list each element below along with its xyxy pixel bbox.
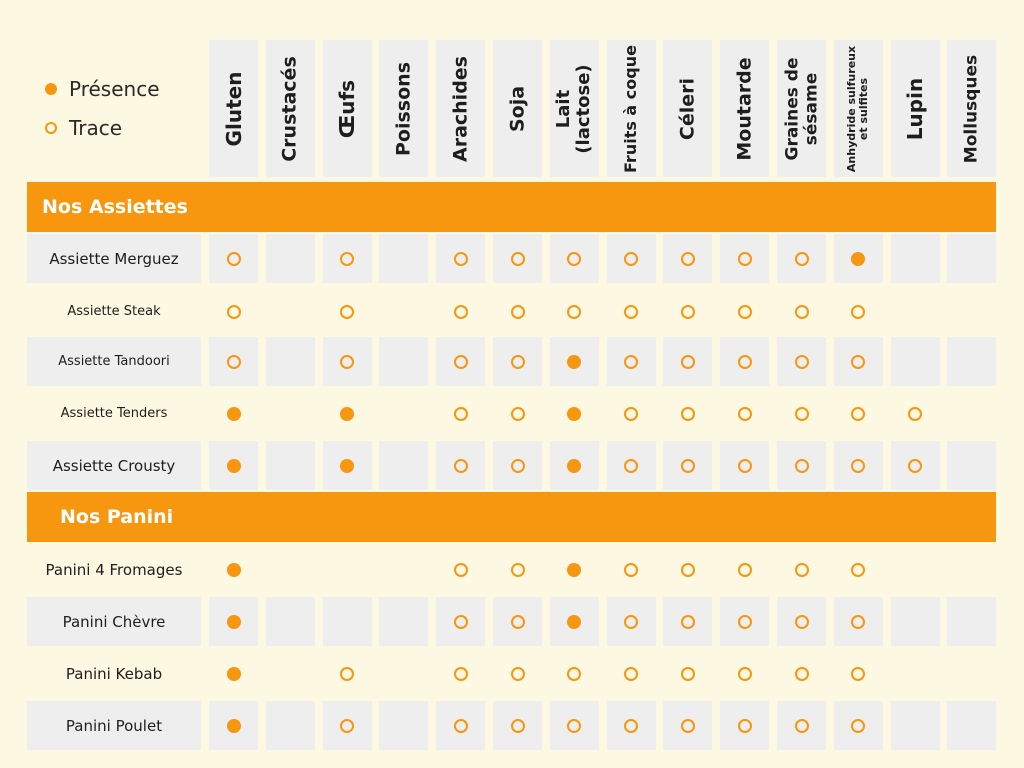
row-label: Panini Chèvre <box>27 597 201 646</box>
table-cell <box>379 389 428 438</box>
trace-ring-icon <box>681 563 695 577</box>
table-cell <box>550 287 599 336</box>
table-cell <box>720 389 769 438</box>
column-header-label: Lupin <box>903 77 928 140</box>
column-header <box>550 40 599 177</box>
table-cell <box>720 234 769 283</box>
presence-dot-icon <box>851 252 865 266</box>
column-header <box>947 40 996 177</box>
column-header <box>493 40 542 177</box>
table-cell <box>891 701 940 750</box>
presence-dot-icon <box>227 459 241 473</box>
table-cell <box>663 389 712 438</box>
table-cell <box>607 597 656 646</box>
table-cell <box>436 389 485 438</box>
table-cell <box>607 234 656 283</box>
trace-ring-icon <box>340 305 354 319</box>
trace-ring-icon <box>795 459 809 473</box>
table-cell <box>323 545 372 594</box>
legend-trace <box>45 116 122 140</box>
trace-ring-icon <box>511 355 525 369</box>
row-label: Panini 4 Fromages <box>45 560 183 579</box>
table-cell <box>379 441 428 490</box>
table-cell <box>777 287 826 336</box>
table-cell <box>209 545 258 594</box>
trace-ring-icon <box>851 407 865 421</box>
table-cell <box>607 701 656 750</box>
column-header-label: Crustacés <box>278 55 301 162</box>
table-cell <box>266 234 315 283</box>
column-header-label: Gluten <box>221 71 246 146</box>
presence-dot-icon <box>227 719 241 733</box>
trace-ring-icon <box>454 252 468 266</box>
table-cell <box>777 649 826 698</box>
trace-ring-icon <box>340 667 354 681</box>
table-cell <box>947 441 996 490</box>
trace-ring-icon <box>454 563 468 577</box>
column-header <box>323 40 372 177</box>
table-cell <box>493 337 542 386</box>
table-cell <box>379 701 428 750</box>
table-cell <box>607 337 656 386</box>
table-cell <box>209 337 258 386</box>
table-cell <box>436 287 485 336</box>
column-header <box>777 40 826 177</box>
table-cell <box>493 649 542 698</box>
row-label: Panini Kebab <box>65 664 163 683</box>
trace-ring-icon <box>511 407 525 421</box>
presence-dot-icon <box>567 355 581 369</box>
legend-trace-label: Trace <box>69 116 123 140</box>
trace-ring-icon <box>227 355 241 369</box>
column-header-label: Graines de sésame <box>781 56 821 161</box>
table-cell <box>323 287 372 336</box>
presence-dot-icon <box>567 563 581 577</box>
table-cell <box>947 545 996 594</box>
presence-dot-icon <box>227 407 241 421</box>
trace-ring-icon <box>624 563 638 577</box>
trace-ring-icon <box>511 719 525 733</box>
table-cell <box>379 337 428 386</box>
trace-ring-icon <box>795 252 809 266</box>
table-cell <box>436 545 485 594</box>
trace-ring-icon <box>227 252 241 266</box>
table-cell <box>266 701 315 750</box>
table-cell <box>436 441 485 490</box>
table-cell <box>607 287 656 336</box>
trace-ring-icon <box>851 355 865 369</box>
table-cell <box>891 545 940 594</box>
presence-dot-icon <box>567 407 581 421</box>
table-cell <box>379 287 428 336</box>
column-header <box>663 40 712 177</box>
table-cell <box>777 441 826 490</box>
trace-ring-icon <box>681 667 695 681</box>
trace-ring-icon <box>624 355 638 369</box>
trace-ring-icon <box>624 407 638 421</box>
table-cell <box>891 234 940 283</box>
trace-ring-icon <box>795 615 809 629</box>
trace-ring-icon <box>624 252 638 266</box>
table-cell <box>550 389 599 438</box>
table-cell <box>834 287 883 336</box>
column-header-label: Céleri <box>676 77 699 140</box>
trace-ring-icon <box>738 563 752 577</box>
table-cell <box>891 649 940 698</box>
trace-ring-icon <box>340 355 354 369</box>
table-cell <box>720 545 769 594</box>
legend-presence-label: Présence <box>69 77 160 101</box>
table-cell <box>720 597 769 646</box>
table-cell <box>266 287 315 336</box>
column-header <box>266 40 315 177</box>
trace-ring-icon <box>340 252 354 266</box>
row-label: Assiette Merguez <box>27 234 201 283</box>
trace-ring-icon <box>795 667 809 681</box>
table-cell <box>777 701 826 750</box>
trace-ring-icon <box>738 667 752 681</box>
trace-ring-icon <box>738 252 752 266</box>
table-cell <box>947 649 996 698</box>
table-cell <box>663 234 712 283</box>
trace-ring-icon <box>908 407 922 421</box>
table-cell <box>663 649 712 698</box>
section-title: Nos Panini <box>60 506 174 528</box>
table-cell <box>550 701 599 750</box>
table-cell <box>209 649 258 698</box>
trace-ring-icon <box>795 355 809 369</box>
table-cell <box>493 234 542 283</box>
trace-ring-icon <box>567 252 581 266</box>
presence-dot-icon <box>340 459 354 473</box>
column-header <box>379 40 428 177</box>
table-cell <box>834 389 883 438</box>
table-cell <box>209 701 258 750</box>
trace-ring-icon <box>454 667 468 681</box>
table-cell <box>607 389 656 438</box>
trace-ring-icon <box>511 563 525 577</box>
trace-ring-icon <box>567 719 581 733</box>
table-cell <box>436 649 485 698</box>
table-cell <box>607 441 656 490</box>
column-header <box>209 40 258 177</box>
column-header-label: Moutarde <box>733 56 756 161</box>
trace-ring-icon <box>681 407 695 421</box>
trace-ring-icon <box>454 615 468 629</box>
column-header <box>891 40 940 177</box>
trace-ring-icon <box>454 459 468 473</box>
table-cell <box>550 234 599 283</box>
table-cell <box>550 597 599 646</box>
trace-ring-icon <box>227 305 241 319</box>
table-cell <box>493 441 542 490</box>
trace-ring-icon <box>681 305 695 319</box>
table-cell <box>663 441 712 490</box>
trace-ring-icon <box>738 407 752 421</box>
trace-ring-icon <box>454 355 468 369</box>
trace-ring-icon <box>681 719 695 733</box>
section-title: Nos Assiettes <box>42 196 188 218</box>
presence-dot-icon <box>567 615 581 629</box>
trace-ring-icon <box>511 615 525 629</box>
presence-dot-icon <box>567 459 581 473</box>
table-cell <box>323 234 372 283</box>
table-cell <box>947 701 996 750</box>
table-cell <box>493 597 542 646</box>
table-cell <box>436 337 485 386</box>
row-label: Assiette Tenders <box>60 406 168 421</box>
table-cell <box>209 234 258 283</box>
table-cell <box>947 389 996 438</box>
presence-dot-icon <box>340 407 354 421</box>
table-cell <box>891 337 940 386</box>
trace-ring-icon <box>511 305 525 319</box>
table-cell <box>720 441 769 490</box>
column-header-label: Lait (lactose) <box>553 63 595 154</box>
trace-ring-icon <box>567 667 581 681</box>
table-cell <box>266 649 315 698</box>
table-cell <box>834 545 883 594</box>
trace-ring-icon <box>511 459 525 473</box>
table-cell <box>323 337 372 386</box>
table-cell <box>266 337 315 386</box>
trace-ring-icon <box>454 305 468 319</box>
trace-ring-icon <box>795 407 809 421</box>
table-cell <box>947 597 996 646</box>
table-cell <box>493 545 542 594</box>
table-cell <box>379 649 428 698</box>
trace-ring-icon <box>795 563 809 577</box>
table-cell <box>436 234 485 283</box>
trace-ring-icon <box>851 563 865 577</box>
column-header-label: Œufs <box>335 79 360 138</box>
trace-ring-icon <box>795 719 809 733</box>
presence-dot-icon <box>227 615 241 629</box>
legend-presence <box>45 77 160 101</box>
column-header <box>436 40 485 177</box>
table-cell <box>891 597 940 646</box>
trace-ring-icon <box>738 615 752 629</box>
table-cell <box>777 389 826 438</box>
trace-ring-icon <box>45 122 57 134</box>
column-header <box>720 40 769 177</box>
table-cell <box>834 337 883 386</box>
trace-ring-icon <box>511 667 525 681</box>
table-cell <box>323 649 372 698</box>
table-cell <box>663 287 712 336</box>
trace-ring-icon <box>624 719 638 733</box>
table-cell <box>323 701 372 750</box>
table-cell <box>607 545 656 594</box>
table-cell <box>379 545 428 594</box>
table-cell <box>947 337 996 386</box>
table-cell <box>663 701 712 750</box>
table-cell <box>720 287 769 336</box>
table-cell <box>947 287 996 336</box>
table-cell <box>834 441 883 490</box>
table-cell <box>209 389 258 438</box>
trace-ring-icon <box>454 407 468 421</box>
table-cell <box>891 441 940 490</box>
table-cell <box>720 649 769 698</box>
table-cell <box>777 545 826 594</box>
table-cell <box>550 337 599 386</box>
table-cell <box>891 389 940 438</box>
table-cell <box>436 701 485 750</box>
column-header-label: Mollusques <box>961 54 982 163</box>
table-cell <box>209 441 258 490</box>
trace-ring-icon <box>851 615 865 629</box>
trace-ring-icon <box>738 305 752 319</box>
table-cell <box>323 597 372 646</box>
table-cell <box>777 597 826 646</box>
section-band <box>27 492 996 542</box>
table-cell <box>379 597 428 646</box>
trace-ring-icon <box>851 719 865 733</box>
column-header-label: Soja <box>506 85 529 132</box>
table-cell <box>777 234 826 283</box>
trace-ring-icon <box>795 305 809 319</box>
trace-ring-icon <box>738 459 752 473</box>
table-cell <box>663 337 712 386</box>
trace-ring-icon <box>567 305 581 319</box>
column-header-label: Anhydride sulfureux et sulfites <box>845 45 871 172</box>
trace-ring-icon <box>511 252 525 266</box>
trace-ring-icon <box>681 355 695 369</box>
trace-ring-icon <box>738 355 752 369</box>
table-cell <box>266 597 315 646</box>
table-cell <box>209 597 258 646</box>
trace-ring-icon <box>624 305 638 319</box>
trace-ring-icon <box>851 305 865 319</box>
table-cell <box>323 389 372 438</box>
table-cell <box>436 597 485 646</box>
row-label: Assiette Crousty <box>27 441 201 490</box>
table-cell <box>493 287 542 336</box>
table-cell <box>663 545 712 594</box>
column-header-label: Poissons <box>392 61 415 156</box>
column-header <box>834 40 883 177</box>
trace-ring-icon <box>851 459 865 473</box>
table-cell <box>209 287 258 336</box>
table-cell <box>550 649 599 698</box>
trace-ring-icon <box>454 719 468 733</box>
trace-ring-icon <box>738 719 752 733</box>
presence-dot-icon <box>227 667 241 681</box>
trace-ring-icon <box>624 459 638 473</box>
table-cell <box>550 441 599 490</box>
table-cell <box>891 287 940 336</box>
trace-ring-icon <box>624 615 638 629</box>
table-cell <box>493 701 542 750</box>
table-cell <box>720 701 769 750</box>
trace-ring-icon <box>851 667 865 681</box>
trace-ring-icon <box>681 252 695 266</box>
trace-ring-icon <box>681 615 695 629</box>
presence-dot-icon <box>45 83 57 95</box>
presence-dot-icon <box>227 563 241 577</box>
table-cell <box>834 649 883 698</box>
table-cell <box>834 234 883 283</box>
table-cell <box>777 337 826 386</box>
trace-ring-icon <box>340 719 354 733</box>
row-label: Assiette Steak <box>67 304 161 319</box>
table-cell <box>663 597 712 646</box>
section-band <box>27 182 996 232</box>
trace-ring-icon <box>624 667 638 681</box>
table-cell <box>266 389 315 438</box>
table-cell <box>493 389 542 438</box>
trace-ring-icon <box>908 459 922 473</box>
table-cell <box>266 441 315 490</box>
column-header <box>607 40 656 177</box>
table-cell <box>323 441 372 490</box>
row-label: Panini Poulet <box>27 701 201 750</box>
table-cell <box>834 597 883 646</box>
table-cell <box>947 234 996 283</box>
table-cell <box>550 545 599 594</box>
column-header-label: Fruits à coque <box>621 44 641 173</box>
table-cell <box>834 701 883 750</box>
trace-ring-icon <box>681 459 695 473</box>
row-label: Assiette Tandoori <box>27 337 201 386</box>
table-cell <box>379 234 428 283</box>
column-header-label: Arachides <box>449 55 472 162</box>
table-cell <box>720 337 769 386</box>
table-cell <box>607 649 656 698</box>
table-cell <box>266 545 315 594</box>
